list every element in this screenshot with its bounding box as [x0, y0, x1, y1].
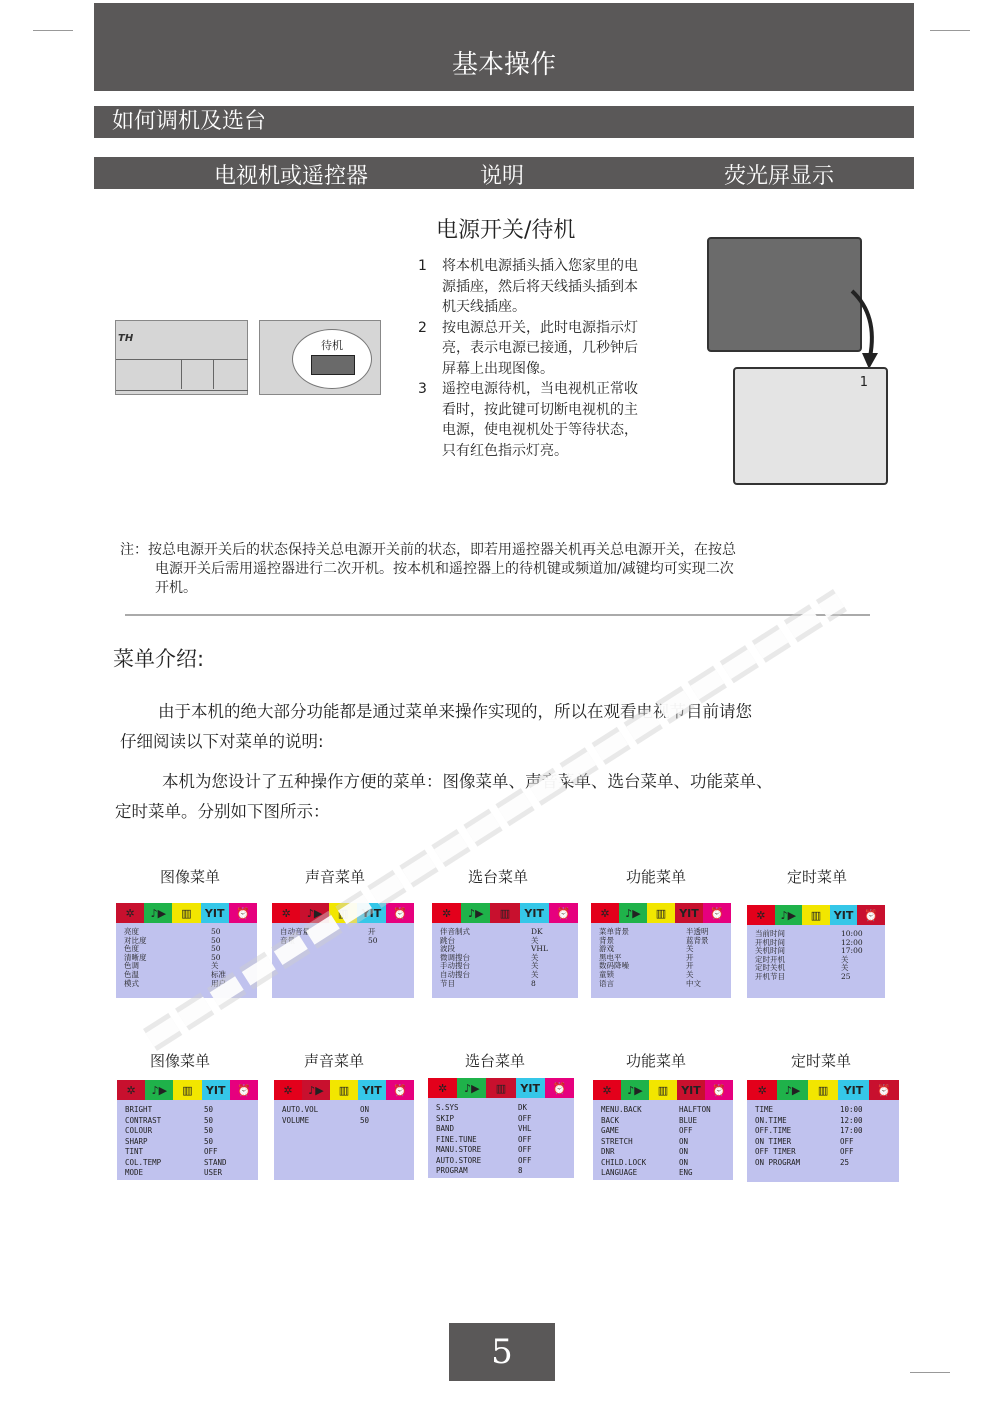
- function-icon: YIT: [358, 1080, 386, 1100]
- osd-item-label: 开机时间: [755, 937, 785, 947]
- osd-item-label: SKIP: [436, 1113, 455, 1123]
- timer-icon: ⏰: [386, 1080, 414, 1100]
- timer-icon: ⏰: [549, 903, 578, 923]
- sound-icon: ♪▶: [619, 903, 647, 923]
- screen-off-illustration: [707, 237, 862, 352]
- channel-icon: ▥: [490, 903, 519, 923]
- osd-item-label: DNR: [601, 1147, 615, 1156]
- menu-caption: 选台菜单: [467, 868, 528, 886]
- menu-caption: 选台菜单: [464, 1052, 525, 1070]
- osd-item-value: 标准: [211, 969, 226, 979]
- channel-icon: ▥: [330, 1080, 358, 1100]
- osd-item-label: 当前时间: [755, 929, 785, 938]
- function-icon: YIT: [520, 903, 549, 923]
- crop-mark-bottom-right: [910, 1372, 950, 1373]
- osd-item-label: ON TIMER: [755, 1136, 792, 1146]
- osd-item-value: 50: [204, 1136, 214, 1146]
- menu-intro-paragraph-1: [120, 697, 880, 757]
- osd-menu-items: [755, 930, 863, 982]
- step-text: 按电源总开关，此时电源指示灯亮，表示电源已接通，几秒钟后屏幕上出现图像。: [442, 319, 638, 377]
- osd-item-value: DK: [531, 927, 543, 936]
- para2-line1: 本机为您设计了五种操作方便的菜单：图像菜单、声音菜单、选台菜单、功能菜单、: [162, 772, 773, 791]
- osd-item-value: VHL: [531, 944, 548, 954]
- osd-item-label: 跳台: [440, 935, 455, 945]
- osd-item-label: PROGRAM: [436, 1166, 468, 1175]
- osd-menu-screen: [117, 1080, 258, 1180]
- osd-menu-items: [440, 928, 548, 988]
- timer-icon: ⏰: [230, 1080, 258, 1100]
- osd-item-label: CONTRAST: [125, 1115, 162, 1125]
- osd-item-value: VHL: [518, 1124, 532, 1133]
- timer-icon: ⏰: [386, 903, 414, 923]
- osd-item-value: 关: [531, 952, 539, 962]
- standby-callout: [292, 329, 372, 389]
- function-icon: YIT: [677, 1080, 705, 1100]
- osd-menu-row: [436, 1103, 532, 1114]
- picture-icon: ✲: [428, 1078, 457, 1098]
- osd-item-value: BLUE: [679, 1115, 698, 1125]
- crop-mark-top-right: [930, 30, 970, 31]
- menu-caption: 图像菜单: [149, 1052, 210, 1070]
- osd-item-value: 50: [360, 1115, 370, 1125]
- osd-item-label: 数码降噪: [599, 961, 629, 971]
- osd-menu-items: [125, 1105, 227, 1179]
- sound-icon: ♪▶: [775, 905, 803, 925]
- osd-item-value: ON: [679, 1157, 689, 1167]
- osd-item-label: 节目: [440, 978, 455, 988]
- osd-menu-row: [124, 980, 226, 989]
- picture-icon: ✲: [747, 905, 775, 925]
- osd-menu-row: [282, 1105, 369, 1116]
- menu-caption: 功能菜单: [625, 1052, 686, 1070]
- osd-item-value: ON: [679, 1136, 689, 1146]
- osd-menu-row: [755, 973, 863, 982]
- osd-item-label: 定时关机: [755, 963, 785, 973]
- osd-item-value: OFF: [204, 1147, 218, 1156]
- picture-icon: ✲: [116, 903, 144, 923]
- osd-menu-row: [755, 1137, 863, 1148]
- osd-item-value: USER: [204, 1168, 223, 1177]
- osd-item-value: 50: [211, 952, 221, 962]
- osd-item-value: DK: [518, 1103, 528, 1112]
- remote-standby-image: [259, 320, 381, 395]
- osd-item-label: 开机节目: [755, 971, 785, 981]
- osd-menu-items: [280, 928, 378, 945]
- osd-item-value: OFF: [518, 1134, 532, 1144]
- osd-menu-row: [601, 1105, 711, 1116]
- osd-menu-screen: [274, 1080, 414, 1180]
- function-icon: YIT: [675, 903, 703, 923]
- menu-caption: 功能菜单: [625, 868, 686, 886]
- page-title-bar: [94, 3, 914, 91]
- osd-item-value: 25: [840, 1157, 850, 1167]
- osd-item-label: GAME: [601, 1126, 620, 1135]
- channel-icon: ▥: [649, 1080, 677, 1100]
- osd-menu-row: [755, 1105, 863, 1116]
- menu-caption: 声音菜单: [304, 868, 365, 886]
- power-title: 电源开关/待机: [436, 218, 576, 243]
- osd-menu-screen: [591, 903, 731, 998]
- osd-menu-row: [125, 1147, 227, 1158]
- osd-item-value: 17:00: [840, 1126, 863, 1135]
- osd-menu-row: [755, 1126, 863, 1137]
- osd-menu-screen: [272, 903, 414, 998]
- picture-icon: ✲: [591, 903, 619, 923]
- screen-marker: 1: [859, 375, 868, 390]
- osd-item-value: 50: [368, 935, 378, 945]
- osd-icon-bar: [272, 903, 414, 923]
- page-title: 基本操作: [451, 50, 556, 80]
- osd-menu-row: [436, 1145, 532, 1156]
- para1-line2: 仔细阅读以下对菜单的说明:: [120, 732, 324, 751]
- osd-item-label: 色调: [124, 961, 139, 971]
- menu-caption: 图像菜单: [159, 868, 220, 886]
- menu-caption: 定时菜单: [790, 1052, 851, 1070]
- osd-item-value: 12:00: [840, 1115, 863, 1125]
- osd-item-value: 12:00: [841, 937, 863, 947]
- osd-menu-row: [440, 980, 548, 989]
- picture-icon: ✲: [274, 1080, 302, 1100]
- channel-icon: ▥: [173, 1080, 201, 1100]
- function-icon: YIT: [830, 905, 858, 925]
- osd-item-label: 波段: [440, 944, 455, 954]
- osd-item-value: 关: [531, 935, 539, 945]
- timer-icon: ⏰: [705, 1080, 733, 1100]
- osd-item-label: 自动音量: [280, 927, 310, 936]
- osd-menu-row: [601, 1116, 711, 1127]
- osd-menu-items: [124, 928, 226, 988]
- osd-menu-items: [436, 1103, 532, 1177]
- osd-item-value: OFF: [518, 1113, 532, 1123]
- osd-item-label: 关机时间: [755, 946, 785, 956]
- osd-menu-row: [125, 1126, 227, 1137]
- osd-menu-row: [755, 1147, 863, 1158]
- osd-item-value: ON: [360, 1105, 370, 1114]
- step-text: 遥控电源待机，当电视机正常收看时，按此键可切断电视机的主电源，使电视机处于等待状态，只有红色指示灯亮。: [442, 381, 638, 459]
- osd-item-label: OFF.TIME: [755, 1126, 792, 1135]
- osd-item-value: 关: [841, 963, 849, 973]
- osd-item-value: 10:00: [841, 929, 863, 938]
- osd-icon-bar: [593, 1080, 733, 1100]
- header-device: 电视机或遥控器: [214, 164, 369, 189]
- osd-item-value: 50: [204, 1105, 214, 1114]
- osd-item-value: 50: [204, 1115, 214, 1125]
- osd-item-value: 关: [841, 954, 849, 964]
- osd-item-label: BACK: [601, 1115, 620, 1125]
- timer-icon: ⏰: [869, 1080, 899, 1100]
- function-icon: YIT: [838, 1080, 868, 1100]
- sound-icon: ♪▶: [144, 903, 172, 923]
- osd-item-label: 色度: [124, 944, 139, 954]
- osd-item-label: S.SYS: [436, 1103, 459, 1112]
- osd-item-value: STAND: [204, 1157, 227, 1167]
- osd-item-label: COLOUR: [125, 1126, 153, 1135]
- osd-item-value: 10:00: [840, 1105, 863, 1114]
- osd-item-label: BRIGHT: [125, 1105, 153, 1114]
- osd-menu-screen: [747, 1080, 899, 1182]
- note-line-2: 电源开关后需用遥控器进行二次开机。按本机和遥控器上的待机键或频道加/减键均可实现二次: [155, 561, 734, 577]
- tv-panel-door: [181, 359, 214, 389]
- channel-icon: ▥: [647, 903, 675, 923]
- osd-item-label: 菜单背景: [599, 927, 629, 936]
- menu-intro-paragraph-2: [115, 767, 885, 827]
- osd-menu-items: [282, 1105, 369, 1126]
- function-icon: YIT: [202, 1080, 230, 1100]
- osd-item-label: SHARP: [125, 1136, 148, 1146]
- column-header-bar: [94, 157, 914, 189]
- power-step: [418, 318, 648, 380]
- para2-line2: 定时菜单。分别如下图所示：: [115, 802, 330, 821]
- osd-item-value: 关: [686, 969, 694, 979]
- osd-item-label: CHILD.LOCK: [601, 1157, 647, 1167]
- picture-icon: ✲: [432, 903, 461, 923]
- timer-icon: ⏰: [229, 903, 257, 923]
- osd-item-label: 童锁: [599, 969, 614, 979]
- screen-on-illustration: [733, 367, 888, 485]
- osd-item-value: ENG: [679, 1168, 693, 1177]
- osd-menu-row: [755, 1116, 863, 1127]
- para1-line1: 由于本机的绝大部分功能都是通过菜单来操作实现的，所以在观看电视节目前请您: [158, 702, 752, 721]
- function-icon: YIT: [357, 903, 385, 923]
- note-line-3: 开机。: [155, 580, 197, 596]
- osd-menu-row: [125, 1116, 227, 1127]
- timer-icon: ⏰: [857, 905, 885, 925]
- section-title: 如何调机及选台: [94, 106, 914, 138]
- osd-item-value: 50: [211, 944, 221, 954]
- osd-menu-row: [125, 1168, 227, 1179]
- step-number: 2: [418, 319, 427, 336]
- channel-icon: ▥: [486, 1078, 515, 1098]
- osd-menu-items: [755, 1105, 863, 1168]
- osd-item-label: 游戏: [599, 944, 614, 954]
- osd-item-value: 50: [211, 935, 221, 945]
- osd-item-label: 黑电平: [599, 952, 622, 962]
- step-text: 将本机电源插头插入您家里的电源插座，然后将天线插头插到本机天线插座。: [442, 258, 638, 315]
- channel-icon: ▥: [329, 903, 357, 923]
- sound-icon: ♪▶: [461, 903, 490, 923]
- osd-item-label: ON PROGRAM: [755, 1157, 801, 1167]
- osd-menu-screen: [432, 903, 578, 998]
- osd-item-value: 开: [368, 927, 376, 936]
- osd-item-value: OFF: [840, 1136, 854, 1146]
- osd-icon-bar: [116, 903, 257, 923]
- standby-button: [311, 355, 355, 375]
- osd-icon-bar: [432, 903, 578, 923]
- osd-item-label: 亮度: [124, 927, 139, 936]
- osd-menu-row: [436, 1114, 532, 1125]
- osd-icon-bar: [747, 1080, 899, 1100]
- arrow-icon: [840, 285, 890, 375]
- power-step: [418, 256, 648, 318]
- timer-icon: ⏰: [545, 1078, 574, 1098]
- sound-icon: ♪▶: [145, 1080, 173, 1100]
- osd-menu-row: [436, 1124, 532, 1135]
- osd-menu-row: [125, 1137, 227, 1148]
- osd-item-value: 关: [686, 944, 694, 954]
- osd-item-label: 色温: [124, 969, 139, 979]
- osd-item-value: OFF: [518, 1145, 532, 1154]
- osd-icon-bar: [591, 903, 731, 923]
- osd-item-label: BAND: [436, 1124, 455, 1133]
- osd-item-label: MODE: [125, 1168, 144, 1177]
- osd-item-value: 关: [211, 961, 219, 971]
- osd-menu-row: [599, 980, 709, 989]
- osd-item-label: FINE.TUNE: [436, 1134, 477, 1144]
- osd-item-value: 蓝背景: [686, 935, 709, 945]
- osd-menu-screen: [593, 1080, 733, 1180]
- channel-icon: ▥: [802, 905, 830, 925]
- tv-front-panel-image: [115, 320, 248, 395]
- osd-item-value: 开: [686, 961, 694, 971]
- osd-item-value: OFF: [840, 1147, 854, 1156]
- osd-item-label: TINT: [125, 1147, 144, 1156]
- osd-item-label: 对比度: [124, 935, 147, 945]
- osd-icon-bar: [117, 1080, 258, 1100]
- power-step: [418, 379, 648, 461]
- page-number: 5: [449, 1323, 555, 1381]
- osd-menu-screen: [747, 905, 885, 998]
- osd-item-value: 8: [518, 1166, 523, 1175]
- osd-menu-row: [125, 1105, 227, 1116]
- osd-item-label: 音量: [280, 935, 295, 945]
- menu-caption: 声音菜单: [303, 1052, 364, 1070]
- osd-icon-bar: [747, 905, 885, 925]
- osd-icon-bar: [428, 1078, 574, 1098]
- tv-brand-text: TH: [118, 333, 134, 344]
- osd-menu-screen: [428, 1078, 574, 1178]
- osd-icon-bar: [274, 1080, 414, 1100]
- osd-item-label: COL.TEMP: [125, 1157, 162, 1167]
- osd-item-label: MANU.STORE: [436, 1145, 482, 1154]
- osd-menu-row: [755, 1158, 863, 1169]
- picture-icon: ✲: [272, 903, 300, 923]
- osd-menu-row: [601, 1168, 711, 1179]
- osd-item-label: 伴音制式: [440, 927, 470, 936]
- sound-icon: ♪▶: [777, 1080, 807, 1100]
- osd-item-value: 50: [211, 927, 221, 936]
- header-screen: 荧光屏显示: [724, 164, 835, 189]
- osd-menu-row: [601, 1137, 711, 1148]
- osd-item-value: 8: [531, 978, 536, 988]
- picture-icon: ✲: [747, 1080, 777, 1100]
- sound-icon: ♪▶: [300, 903, 328, 923]
- osd-menu-row: [280, 937, 378, 946]
- osd-item-value: 中文: [686, 978, 701, 988]
- power-steps: [418, 256, 648, 461]
- picture-icon: ✲: [117, 1080, 145, 1100]
- crop-mark-top-left: [33, 30, 73, 31]
- osd-item-value: 17:00: [841, 946, 863, 956]
- osd-item-label: 手动搜台: [440, 961, 470, 971]
- menu-caption: 定时菜单: [786, 868, 847, 886]
- osd-menu-items: [599, 928, 709, 988]
- osd-item-label: ON.TIME: [755, 1115, 787, 1125]
- osd-menu-row: [125, 1158, 227, 1169]
- divider: [125, 614, 870, 616]
- osd-item-value: ON: [679, 1147, 689, 1156]
- menu-intro-title: 菜单介绍:: [113, 647, 205, 671]
- osd-menu-row: [436, 1156, 532, 1167]
- osd-item-label: 模式: [124, 978, 139, 988]
- osd-item-value: OFF: [518, 1155, 532, 1165]
- sound-icon: ♪▶: [302, 1080, 330, 1100]
- osd-menu-row: [601, 1147, 711, 1158]
- osd-item-label: 自动搜台: [440, 969, 470, 979]
- channel-icon: ▥: [808, 1080, 838, 1100]
- osd-item-label: AUTO.VOL: [282, 1105, 319, 1114]
- osd-item-label: 微调搜台: [440, 952, 470, 962]
- osd-item-label: 清晰度: [124, 952, 147, 962]
- sound-icon: ♪▶: [621, 1080, 649, 1100]
- osd-item-label: 定时开机: [755, 954, 785, 964]
- header-description: 说明: [480, 164, 525, 189]
- function-icon: YIT: [516, 1078, 545, 1098]
- osd-menu-row: [282, 1116, 369, 1127]
- osd-item-value: 25: [841, 971, 851, 981]
- osd-item-label: VOLUME: [282, 1115, 310, 1125]
- osd-menu-items: [601, 1105, 711, 1179]
- osd-item-value: 关: [531, 961, 539, 971]
- picture-icon: ✲: [593, 1080, 621, 1100]
- osd-item-label: OFF TIMER: [755, 1147, 796, 1156]
- osd-menu-row: [436, 1135, 532, 1146]
- sound-icon: ♪▶: [457, 1078, 486, 1098]
- osd-menu-row: [601, 1158, 711, 1169]
- osd-item-label: 语言: [599, 978, 614, 988]
- timer-icon: ⏰: [703, 903, 731, 923]
- osd-item-label: LANGUAGE: [601, 1168, 638, 1177]
- note-line-1: 注：按总电源开关后的状态保持关总电源开关前的状态，即若用遥控器关机再关总电源开关，在按总: [120, 542, 736, 558]
- osd-item-value: 开: [686, 952, 694, 962]
- osd-item-value: HALFTON: [679, 1105, 711, 1114]
- osd-item-value: 关: [531, 969, 539, 979]
- osd-item-label: TIME: [755, 1105, 774, 1114]
- step-number: 3: [418, 381, 427, 397]
- osd-menu-screen: [116, 903, 257, 998]
- osd-item-value: 用户: [211, 978, 226, 988]
- osd-menu-row: [436, 1166, 532, 1177]
- channel-icon: ▥: [172, 903, 200, 923]
- osd-item-value: 半透明: [686, 927, 709, 936]
- function-icon: YIT: [201, 903, 229, 923]
- step-number: 1: [418, 258, 427, 274]
- osd-item-value: OFF: [679, 1126, 693, 1135]
- osd-item-label: MENU.BACK: [601, 1105, 642, 1114]
- osd-item-value: 50: [204, 1126, 214, 1135]
- standby-label: 待机: [321, 339, 343, 352]
- note: [120, 541, 860, 598]
- osd-item-label: STRETCH: [601, 1136, 633, 1146]
- osd-item-label: 背景: [599, 935, 614, 945]
- osd-item-label: AUTO.STORE: [436, 1155, 482, 1165]
- osd-menu-row: [601, 1126, 711, 1137]
